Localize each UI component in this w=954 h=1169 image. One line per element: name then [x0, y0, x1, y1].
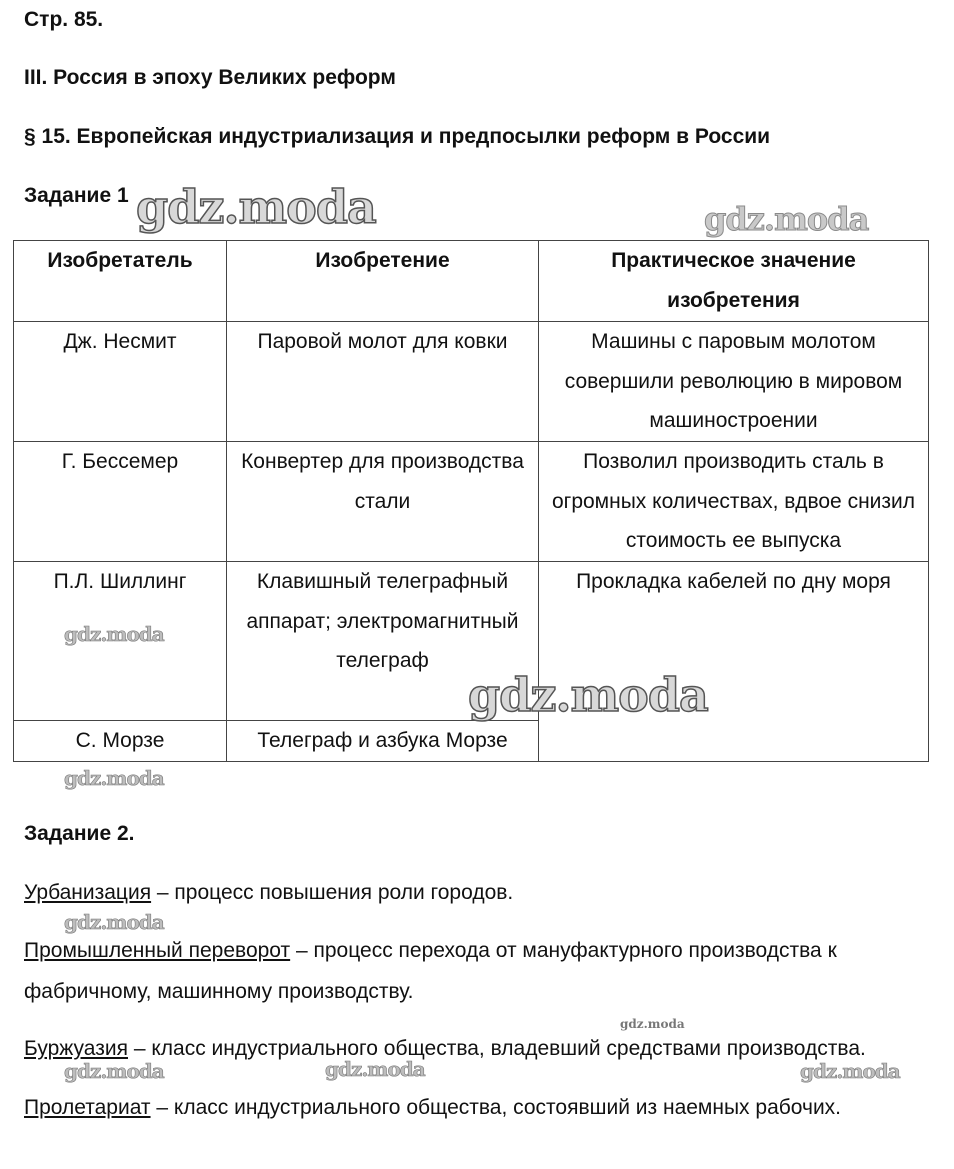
cell-inventor: Г. Бессемер: [14, 442, 227, 562]
term: Промышленный переворот: [24, 939, 291, 962]
watermark: gdz.moda: [64, 1059, 164, 1083]
definition-industrial-revolution: [24, 930, 949, 1012]
cell-invention: Клавишный телеграфный аппарат; электромагнитный телеграф: [227, 562, 539, 721]
task2-title: Задание 2.: [24, 822, 135, 845]
definition-proletariat: [24, 1087, 949, 1128]
watermark: gdz.moda: [704, 200, 869, 238]
watermark: gdz.moda: [468, 668, 708, 722]
watermark: gdz.moda: [325, 1057, 425, 1081]
table-row: [14, 442, 929, 562]
table-header-row: [14, 241, 929, 322]
chapter-title: III. Россия в эпоху Великих реформ: [24, 66, 396, 89]
cell-inventor: С. Морзе: [14, 721, 227, 762]
definition-text: – процесс повышения роли городов.: [151, 881, 514, 904]
term: Пролетариат: [24, 1096, 151, 1119]
definition-text: – класс индустриального общества, состоявший из наемных рабочих.: [150, 1096, 842, 1119]
cell-significance: Машины с паровым молотом совершили революцию в мировом машиностроении: [539, 322, 929, 442]
watermark: gdz.moda: [64, 910, 164, 934]
section-title: § 15. Европейская индустриализация и предпосылки реформ в России: [24, 125, 771, 148]
definition-text: – процесс перехода от мануфактурного производства к фабричному, машинному производству.: [24, 939, 837, 1003]
column-header-invention: Изобретение: [227, 241, 539, 322]
cell-significance: Позволил производить сталь в огромных количествах, вдвое снизил стоимость ее выпуска: [539, 442, 929, 562]
cell-inventor: Дж. Несмит: [14, 322, 227, 442]
cell-invention: Конвертер для производства стали: [227, 442, 539, 562]
cell-inventor: П.Л. Шиллинг: [14, 562, 227, 721]
term: Урбанизация: [24, 881, 152, 904]
task1-title: Задание 1: [24, 184, 129, 207]
page-reference: Стр. 85.: [24, 8, 104, 31]
definition-text: – класс индустриального общества, владевший средствами производства.: [128, 1037, 866, 1060]
cell-invention: Паровой молот для ковки: [227, 322, 539, 442]
watermark: gdz.moda: [136, 180, 376, 234]
cell-significance: Прокладка кабелей по дну моря: [539, 562, 929, 762]
column-header-significance: Практическое значение изобретения: [539, 241, 929, 322]
watermark: gdz.moda: [64, 622, 164, 646]
watermark: gdz.moda: [800, 1059, 900, 1083]
watermark: gdz.moda: [620, 1017, 685, 1031]
watermark: gdz.moda: [64, 766, 164, 790]
table-row: [14, 322, 929, 442]
cell-invention: Телеграф и азбука Морзе: [227, 721, 539, 762]
column-header-inventor: Изобретатель: [14, 241, 227, 322]
term: Буржуазия: [24, 1037, 128, 1060]
definition-urbanization: [24, 872, 949, 913]
